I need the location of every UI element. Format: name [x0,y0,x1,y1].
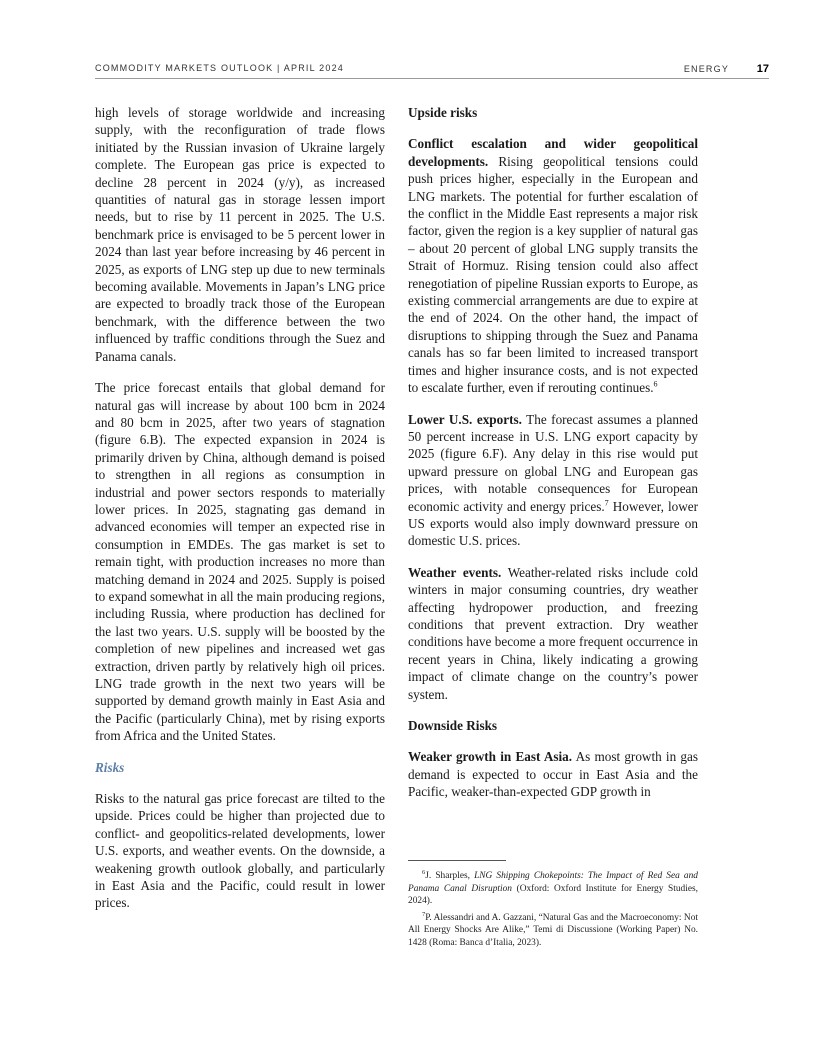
weather-text: Weather-related risks include cold winters in major consuming countries, dry weather affecting hydropower production, and freezing conditions that prevent extraction. Dry weather conditions have become a more frequent occurrence in recent years in China, likely indicating a growing impact of climate change on the country’s power system. [408,564,699,702]
downside-risks-heading: Downside Risks [408,718,498,733]
right-column [408,104,698,815]
footnotes [408,870,698,954]
footnote-divider [408,860,506,861]
footnote-7-number: 7 [422,910,426,918]
exports-text: The forecast assumes a planned 50 percent increase in U.S. LNG export capacity by 2025 (figure 6.F). Any delay in this rise would put upward pressure on global LNG and European gas prices, with notable consequences for European economic activity and energy prices. [408,411,698,514]
footnote-ref-6[interactable]: 6 [653,379,658,389]
header-right [684,63,769,75]
exports-text-2: However, lower US exports would also imply downward pressure on domestic U.S. prices. [408,498,698,549]
paragraph-exports [408,411,698,550]
footnote-6-author: J. Sharples, [425,871,475,881]
weaker-text: As most growth in gas demand is expected to occur in East Asia and the Pacific, weaker-than-expected GDP growth in [408,749,698,800]
paragraph-risks: Risks to the natural gas price forecast are tilted to the upside. Prices could be higher than projected due to conflict- and geopolitics-related developments, lower U.S. exports, and weather events. On the downside, a weakening growth outlook globally, and particularly in East Asia and the Pacific, could result in lower prices. [95,791,385,911]
left-column [95,104,385,926]
publication-title: COMMODITY MARKETS OUTLOOK | APRIL 2024 [95,63,344,73]
footnote-7 [408,912,698,950]
running-header [95,62,769,78]
conflict-text: Rising geopolitical tensions could push prices higher, especially in the European and LNG markets. The potential for further escalation of the conflict in the Middle East represents a major risk factor, given the region is a key supplier of natural gas – about 20 percent of global LNG supply transits the Strait of Hormuz. Rising tension could also affect renegotiation of pipeline Russian exports to Europe, as existing commercial arrangements are due to expire at the end of 2024. On the other hand, the impact of disruptions to shipping through the Suez and Panama canals has so far been limited to increased transport times and higher insurance costs, and is not expected to escalate further, even if rerouting continues. [408,153,698,396]
paragraph-weaker-growth [408,748,698,800]
page-number: 17 [756,63,769,75]
footnote-6-number: 6 [422,868,426,876]
weather-lead: Weather events. [408,564,502,580]
paragraph-demand: The price forecast entails that global demand for natural gas will increase by about 100 bcm in 2024 and 80 bcm in 2025, after two years of stagnation (figure 6.B). The expected expansion in 2024 is primarily driven by China, although demand is poised to strengthen in all regions as consumption in industrial and power sectors responds to materially lower prices. In 2025, stagnating gas demand in advanced economies will temper an expected rise in consumption in EMDEs. The gas market is set to remain tight, with production increases no more than matching demand in 2024 and 2025. Supply is poised to expand somewhat in all the main producing regions, including Russia, where production has declined for the last two years. U.S. supply will be boosted by the completion of new pipelines and increased wet gas extraction, driven partly by relatively high oil prices. LNG trade growth in the next two years will be supported by demand growth mainly in East Asia and the Pacific (particularly China), met by rising exports from Africa and the United States. [95,380,385,744]
weaker-lead: Weaker growth in East Asia. [408,749,573,765]
paragraph-prices: high levels of storage worldwide and increasing supply, with the reconfiguration of trade flows initiated by the Russian invasion of Ukraine largely complete. The European gas price is expected to decline 28 percent in 2024 (y/y), as increased quantities of natural gas in storage lessen import needs, but to rise by 11 percent in 2025. The U.S. benchmark price is envisaged to be 5 percent lower in 2024 than last year before increasing by 46 percent in 2025, as exports of LNG step up due to new terminals becoming available. Movements in Japan’s LNG price are expected to broadly track those of the European benchmark, with the difference between the two influenced by traffic conditions through the Suez and Panama canals. [95,105,385,364]
risks-heading: Risks [95,759,125,775]
upside-risks-heading: Upside risks [408,105,478,120]
exports-lead: Lower U.S. exports. [408,411,522,427]
header-divider [95,78,769,79]
footnote-7-text: P. Alessandri and A. Gazzani, “Natural Gas and the Macroeconomy: Not All Energy Shocks Are Alike,” Temi di Discussione (Working Paper) No. 1428 (Roma: Banca d’Italia, 2023). [408,912,698,948]
footnote-6-rest: (Oxford: Oxford Institute for Energy Studies, 2024). [408,883,698,907]
paragraph-conflict [408,135,698,396]
footnote-ref-7[interactable]: 7 [604,498,609,508]
footnote-6 [408,870,698,908]
conflict-lead: Conflict escalation and wider geopolitical developments. [408,136,698,169]
paragraph-weather [408,564,698,703]
footnote-6-title: LNG Shipping Chokepoints: The Impact of Red Sea and Panama Canal Disruption [408,871,698,894]
section-name: ENERGY [683,64,730,74]
